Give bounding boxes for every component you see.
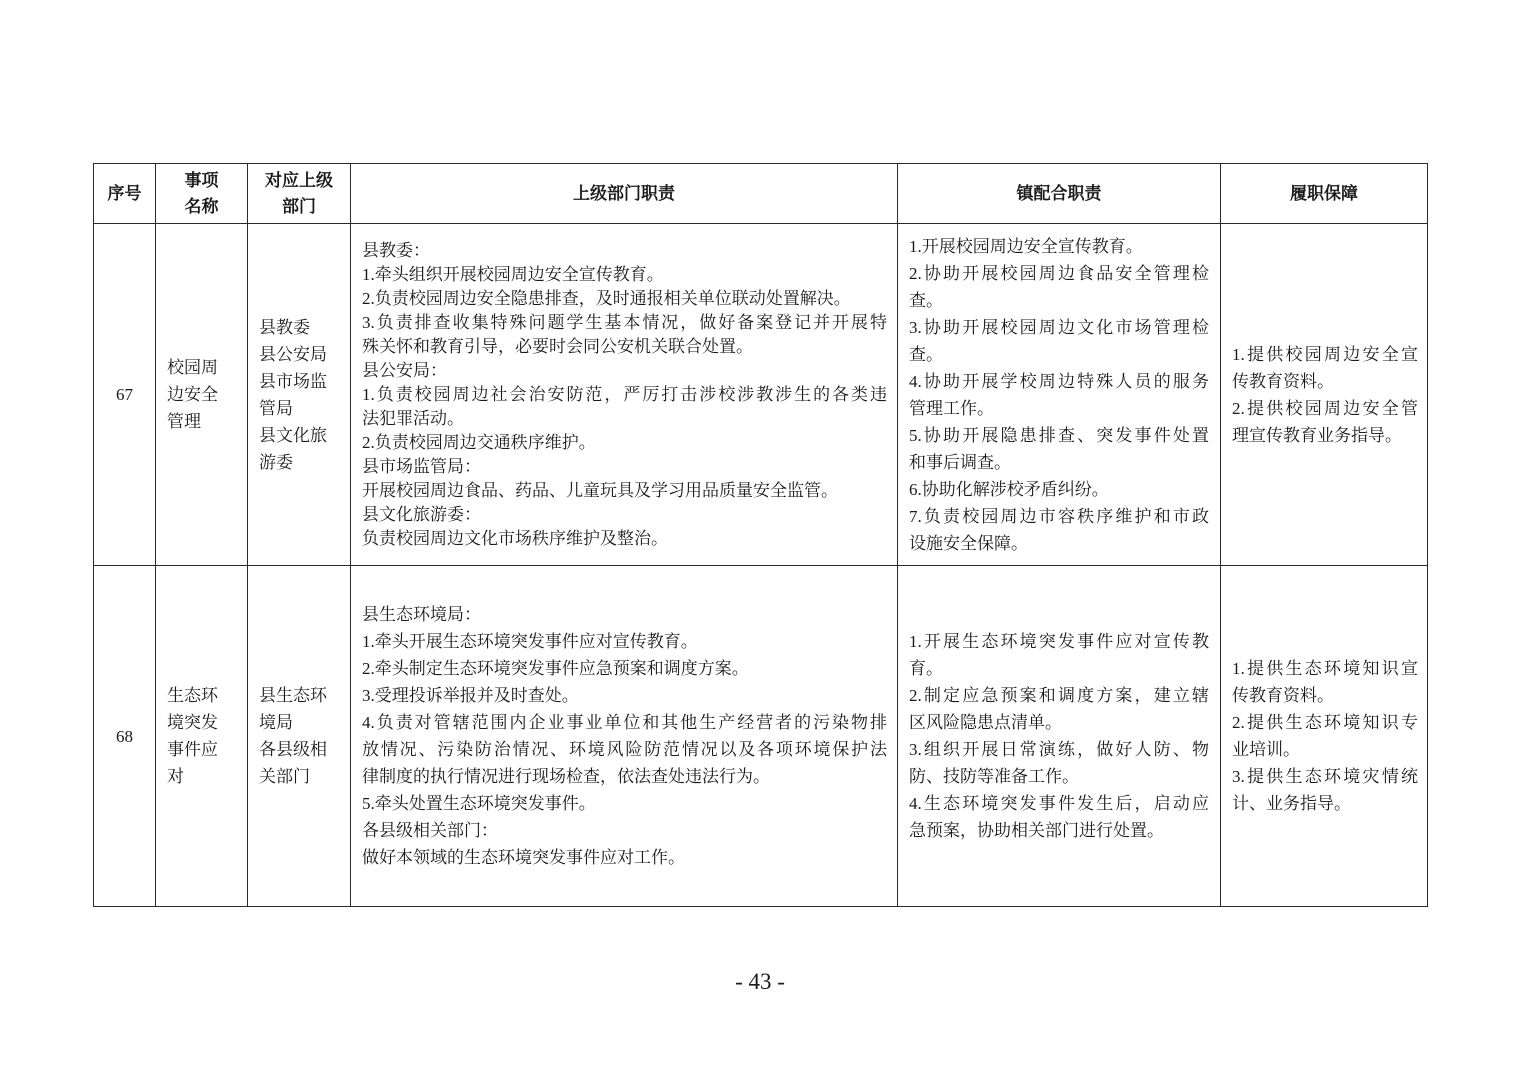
- superior-duty-line: 县文化旅游委：: [362, 504, 481, 524]
- superior-duty-line: 放情况、污染防治情况、环境风险防范情况以及各项环境保护法: [362, 740, 887, 759]
- superior-dept-line: 县公安局: [259, 344, 327, 364]
- superior-duty-line: 县生态环境局：: [362, 605, 481, 624]
- town-duty-line: 和事后调查。: [909, 452, 1011, 472]
- paragraph: [362, 655, 887, 682]
- duty-guarantee-cell: [1221, 566, 1428, 907]
- paragraph: [909, 260, 1209, 314]
- superior-dept-cell: [248, 224, 351, 566]
- guarantee-line: 业培训。: [1232, 740, 1300, 759]
- header-superior-duties: [351, 164, 898, 224]
- item-name-line: 生态环: [167, 686, 218, 705]
- item-name-line: 管理: [167, 412, 201, 431]
- paragraph: [362, 479, 887, 503]
- superior-dept-line: 县市场监: [259, 371, 327, 391]
- item-name-line: 校园周: [167, 358, 218, 377]
- superior-duty-line: 4.负责对管辖范围内企业事业单位和其他生产经营者的污染物排: [362, 713, 887, 732]
- town-duty-line: 管理工作。: [909, 398, 994, 418]
- superior-duty-line: 1.牵头组织开展校园周边安全宣传教育。: [362, 264, 664, 284]
- superior-duties: [362, 601, 887, 871]
- item-name-cell: [156, 566, 248, 907]
- header-duty-guarantee: [1221, 164, 1428, 224]
- paragraph: [362, 628, 887, 655]
- superior-duty-line: 县公安局：: [362, 360, 447, 380]
- header-text: 对应上级: [265, 170, 333, 190]
- superior-dept-line: 境局: [259, 713, 293, 732]
- superior-duty-line: 3.受理投诉举报并及时查处。: [362, 686, 579, 705]
- superior-duty-line: 1.负责校园周边社会治安防范，严厉打击涉校涉教涉生的各类违: [362, 384, 887, 404]
- town-duty-line: 1.开展生态环境突发事件应对宣传教: [909, 632, 1209, 651]
- superior-dept-line: 县教委: [259, 317, 310, 337]
- paragraph: [1232, 395, 1418, 449]
- paragraph: [909, 476, 1209, 503]
- town-duties: [909, 233, 1209, 557]
- paragraph: [362, 601, 887, 628]
- superior-duty-line: 律制度的执行情况进行现场检查，依法查处违法行为。: [362, 767, 770, 786]
- guarantee-line: 1.提供校园周边安全宣: [1232, 344, 1418, 364]
- town-duty-line: 防、技防等准备工作。: [909, 767, 1079, 786]
- superior-duty-line: 2.负责校园周边安全隐患排查，及时通报相关单位联动处置解决。: [362, 288, 851, 308]
- paragraph: [362, 709, 887, 790]
- serial-number-cell: 68: [94, 566, 156, 907]
- town-duty-line: 查。: [909, 290, 943, 310]
- town-duty-line: 4.生态环境突发事件发生后，启动应: [909, 794, 1209, 813]
- duty-guarantee: [1232, 341, 1418, 449]
- superior-dept-line: 县文化旅: [259, 425, 327, 445]
- superior-duty-line: 3.负责排查收集特殊问题学生基本情况，做好备案登记并开展特: [362, 312, 887, 332]
- superior-dept-line: 县生态环: [259, 686, 327, 705]
- town-duties: [909, 628, 1209, 844]
- superior-duty-line: 各县级相关部门：: [362, 821, 498, 840]
- guarantee-line: 1.提供生态环境知识宣: [1232, 659, 1418, 678]
- town-duty-line: 5.协助开展隐患排查、突发事件处置: [909, 425, 1209, 445]
- superior-duty-line: 县教委：: [362, 240, 430, 260]
- paragraph: [167, 682, 241, 790]
- paragraph: [362, 527, 887, 551]
- paragraph: [259, 736, 344, 790]
- table-row: [94, 566, 1428, 907]
- town-duty-line: 查。: [909, 344, 943, 364]
- header-superior-dept: [248, 164, 351, 224]
- header-text: 事项: [184, 170, 219, 190]
- superior-duty-line: 负责校园周边文化市场秩序维护及整治。: [362, 528, 668, 548]
- paragraph: [909, 790, 1209, 844]
- paragraph: [362, 682, 887, 709]
- item-name: [167, 682, 241, 790]
- superior-duty-line: 殊关怀和教育引导，必要时会同公安机关联合处置。: [362, 336, 753, 356]
- superior-dept-list: [259, 314, 344, 476]
- item-name-line: 对: [167, 767, 184, 786]
- town-duty-line: 3.协助开展校园周边文化市场管理检: [909, 317, 1209, 337]
- table-header-row: [94, 164, 1428, 224]
- paragraph: [259, 314, 344, 341]
- paragraph: [909, 682, 1209, 736]
- header-text: 上级部门职责: [573, 183, 675, 203]
- paragraph: [1232, 709, 1418, 763]
- guarantee-line: 传教育资料。: [1232, 371, 1334, 391]
- guarantee-line: 计、业务指导。: [1232, 794, 1351, 813]
- superior-duty-line: 县市场监管局：: [362, 456, 481, 476]
- superior-duties: [362, 239, 887, 551]
- superior-dept-line: 管局: [259, 398, 293, 418]
- town-duty-line: 2.协助开展校园周边食品安全管理检: [909, 263, 1209, 283]
- paragraph: [362, 239, 887, 263]
- superior-dept-cell: [248, 566, 351, 907]
- paragraph: [259, 682, 344, 736]
- table-row: [94, 224, 1428, 566]
- duty-guarantee-cell: [1221, 224, 1428, 566]
- paragraph: [259, 368, 344, 422]
- paragraph: [909, 314, 1209, 368]
- town-duty-line: 育。: [909, 659, 943, 678]
- superior-dept-list: [259, 682, 344, 790]
- paragraph: [909, 233, 1209, 260]
- paragraph: [362, 844, 887, 871]
- town-duty-line: 急预案，协助相关部门进行处置。: [909, 821, 1164, 840]
- paragraph: [362, 383, 887, 431]
- town-duties-cell: [898, 566, 1221, 907]
- superior-dept-line: 各县级相: [259, 740, 327, 759]
- paragraph: [909, 628, 1209, 682]
- guarantee-line: 传教育资料。: [1232, 686, 1334, 705]
- guarantee-line: 理宣传教育业务指导。: [1232, 425, 1402, 445]
- town-duty-line: 1.开展校园周边安全宣传教育。: [909, 236, 1143, 256]
- superior-duty-line: 1.牵头开展生态环境突发事件应对宣传教育。: [362, 632, 698, 651]
- superior-duty-line: 2.牵头制定生态环境突发事件应急预案和调度方案。: [362, 659, 749, 678]
- superior-duty-line: 2.负责校园周边交通秩序维护。: [362, 432, 596, 452]
- superior-duty-line: 开展校园周边食品、药品、儿童玩具及学习用品质量安全监管。: [362, 480, 838, 500]
- guarantee-line: 2.提供校园周边安全管: [1232, 398, 1418, 418]
- item-name-line: 边安全: [167, 385, 218, 404]
- header-text: 名称: [184, 196, 219, 216]
- paragraph: [1232, 341, 1418, 395]
- item-name-line: 境突发: [167, 713, 218, 732]
- header-serial-number: [94, 164, 156, 224]
- paragraph: [362, 359, 887, 383]
- paragraph: [1232, 655, 1418, 709]
- paragraph: [362, 455, 887, 479]
- paragraph: [259, 341, 344, 368]
- page-number: - 43 -: [735, 969, 785, 994]
- town-duty-line: 设施安全保障。: [909, 533, 1028, 553]
- guarantee-line: 3.提供生态环境灾情统: [1232, 767, 1418, 786]
- header-text: 序号: [107, 183, 142, 203]
- header-text: 履职保障: [1290, 183, 1358, 203]
- header-text: 部门: [282, 196, 316, 216]
- item-name-cell: [156, 224, 248, 566]
- paragraph: [909, 422, 1209, 476]
- superior-dept-line: 游委: [259, 452, 293, 472]
- paragraph: [167, 354, 241, 435]
- paragraph: [362, 790, 887, 817]
- guarantee-line: 2.提供生态环境知识专: [1232, 713, 1418, 732]
- paragraph: [362, 263, 887, 287]
- superior-duty-line: 法犯罪活动。: [362, 408, 464, 428]
- paragraph: [909, 503, 1209, 557]
- paragraph: [362, 817, 887, 844]
- header-town-duties: [898, 164, 1221, 224]
- item-name: [167, 354, 241, 435]
- town-duty-line: 7.负责校园周边市容秩序维护和市政: [909, 506, 1209, 526]
- header-item-name: [156, 164, 248, 224]
- paragraph: [259, 422, 344, 476]
- serial-number-cell: 67: [94, 224, 156, 566]
- town-duty-line: 区风险隐患点清单。: [909, 713, 1062, 732]
- paragraph: [1232, 763, 1418, 817]
- paragraph: [362, 311, 887, 359]
- paragraph: [362, 503, 887, 527]
- town-duty-line: 6.协助化解涉校矛盾纠纷。: [909, 479, 1109, 499]
- superior-duty-line: 5.牵头处置生态环境突发事件。: [362, 794, 596, 813]
- duty-guarantee: [1232, 655, 1418, 817]
- town-duty-line: 4.协助开展学校周边特殊人员的服务: [909, 371, 1209, 391]
- paragraph: [362, 431, 887, 455]
- header-text: 镇配合职责: [1016, 183, 1102, 203]
- paragraph: [909, 736, 1209, 790]
- superior-duties-cell: [351, 566, 898, 907]
- town-duty-line: 2.制定应急预案和调度方案，建立辖: [909, 686, 1209, 705]
- superior-duty-line: 做好本领域的生态环境突发事件应对工作。: [362, 848, 685, 867]
- town-duty-line: 3.组织开展日常演练，做好人防、物: [909, 740, 1209, 759]
- town-duties-cell: [898, 224, 1221, 566]
- paragraph: [909, 368, 1209, 422]
- paragraph: [362, 287, 887, 311]
- duty-list-table: [93, 163, 1428, 907]
- superior-dept-line: 关部门: [259, 767, 310, 786]
- item-name-line: 事件应: [167, 740, 218, 759]
- superior-duties-cell: [351, 224, 898, 566]
